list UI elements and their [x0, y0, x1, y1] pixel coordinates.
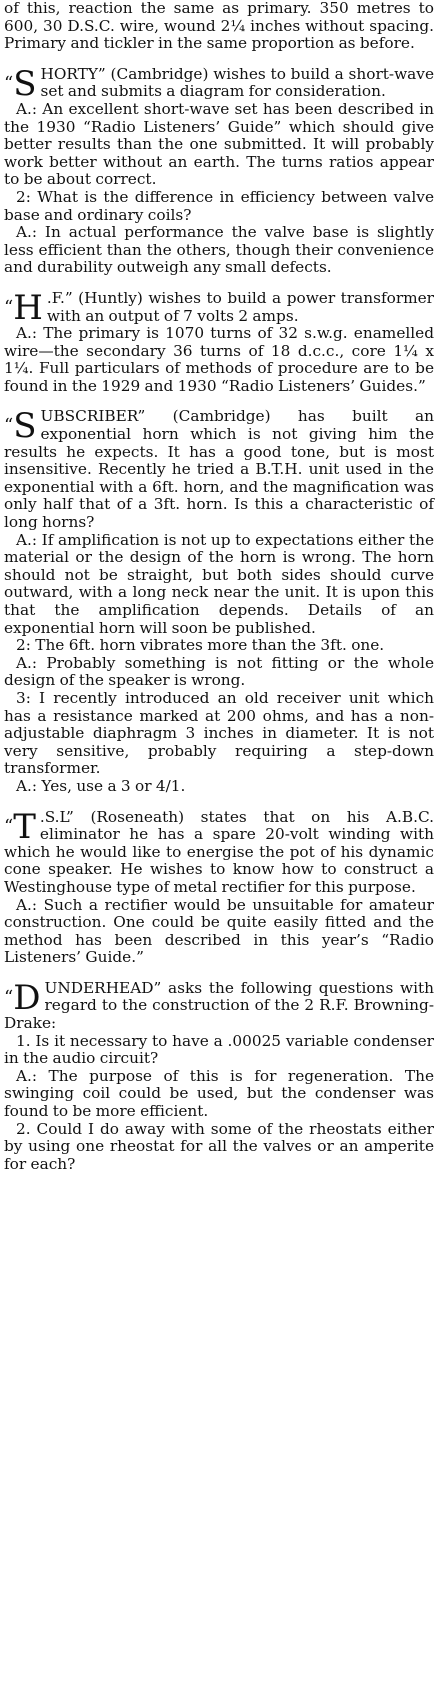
drop-cap-quote: “ — [4, 296, 14, 318]
letter-paragraph — [4, 1068, 434, 1121]
paragraph-text: A.: In actual performance the valve base is slightly less efficient than the others, though their convenience and durability outweigh any small defects. — [4, 223, 434, 277]
letter-paragraph — [4, 101, 434, 189]
paragraph-text: A.: The primary is 1070 turns of 32 s.w.g. enamelled wire—the secondary 36 turns of 18 d.c.c., core 1¼ x 1¼. Full particulars of methods of procedure are to be found in the 1929 and 1930 “Radio Listeners’ Guides.” — [4, 324, 434, 395]
paragraph-text: A.: An excellent short-wave set has been described in the 1930 “Radio Listeners’ Guide” which should give better results than the one submitted. It will probably work better without an earth. The turns ratios appear to be about correct. — [4, 99, 434, 189]
letter-paragraph — [4, 1121, 434, 1174]
drop-cap-quote: “ — [4, 72, 14, 94]
drop-cap-letter: T — [13, 806, 36, 847]
drop-cap-quote: “ — [4, 415, 14, 437]
drop-cap-quote: “ — [4, 815, 14, 837]
letter-tsl — [4, 806, 434, 967]
drop-cap-letter: S — [13, 406, 37, 447]
letter-paragraph — [4, 1033, 434, 1068]
letter-paragraph — [4, 325, 434, 395]
letter-opening — [4, 0, 434, 53]
drop-cap-quote: “ — [4, 986, 14, 1008]
drop-cap — [4, 63, 37, 104]
paragraph-text: 2: What is the difference in efficiency between valve base and ordinary coils? — [4, 187, 434, 224]
paragraph-text: (Huntly) wishes to build a power transformer with an output of 7 volts 2 amps. — [46, 288, 434, 325]
correspondent-name: HORTY” — [40, 64, 106, 83]
letter-paragraph — [4, 224, 434, 277]
letter-paragraph — [4, 655, 434, 690]
drop-cap — [4, 977, 41, 1018]
drop-cap — [4, 406, 37, 447]
drop-cap — [4, 806, 36, 847]
paragraph-text: asks the following questions with regard to the construction of the 2 R.F. Browning-Drake: — [4, 978, 434, 1033]
paragraph-text: of this, reaction the same as primary. 350 metres to 600, 30 D.S.C. wire, wound 2¼ inches without spacing. Primary and tickler in the same proportion as before. — [4, 0, 434, 53]
correspondent-name: UNDERHEAD” — [44, 978, 162, 997]
letter-opening — [4, 977, 434, 1033]
letter-hf — [4, 287, 434, 396]
letter-paragraph — [4, 189, 434, 224]
paragraph-text: 2. Could I do away with some of the rheostats either by using one rheostat for all the valves or an amperite for each? — [4, 1119, 434, 1173]
correspondence-column — [4, 0, 434, 1173]
paragraph-text: A.: Probably something is not fitting or the whole design of the speaker is wrong. — [4, 653, 434, 690]
correspondent-name: .S.L” — [39, 807, 74, 826]
paragraph-text: 3: I recently introduced an old receiver unit which has a resistance marked at 200 ohms, and has a non-adjustable diaphragm 3 inches in diameter. It is not very sensitive, probably requiring a step-down transformer. — [4, 688, 434, 778]
letter-paragraph — [4, 637, 434, 655]
letter-paragraph — [4, 897, 434, 967]
paragraph-text: (Cambridge) wishes to build a short-wave set and submits a diagram for consideration. — [40, 64, 434, 101]
paragraph-text: (Cambridge) has built an exponential horn which is not giving him the results he expects. It has a good tone, but is most insensitive. Recently he tried a B.T.H. unit used in the exponential with a 6ft. horn, and the magnification was only half that of a 3ft. horn. Is this a characteristic of long horns? — [4, 407, 434, 532]
letter-paragraph — [4, 532, 434, 638]
paragraph-text: A.: If amplification is not up to expectations either the material or the design of the horn is wrong. The horn should not be straight, but both sides should curve outward, with a long neck near the unit. It is upon this that the amplification depends. Details of an exponential horn will soon be published. — [4, 530, 434, 637]
paragraph-text: 1. Is it necessary to have a .00025 variable condenser in the audio circuit? — [4, 1031, 434, 1068]
paragraph-text: A.: Yes, use a 3 or 4/1. — [16, 776, 186, 795]
drop-cap-letter: H — [13, 287, 43, 328]
letter-opening — [4, 63, 434, 104]
paragraph-text: A.: Such a rectifier would be unsuitable for amateur construction. One could be quite easily fitted and the method has been described in this year’s “Radio Listeners’ Guide.” — [4, 895, 434, 967]
letter-opening — [4, 287, 434, 328]
correspondent-name: UBSCRIBER” — [40, 407, 146, 426]
drop-cap — [4, 287, 43, 328]
letter-opening — [4, 408, 434, 531]
letter-shorty — [4, 63, 434, 277]
letter-subscriber — [4, 408, 434, 795]
letter-continuation — [4, 0, 434, 53]
letter-paragraph — [4, 778, 434, 796]
letter-opening — [4, 806, 434, 897]
drop-cap-letter: D — [13, 977, 41, 1018]
paragraph-text: A.: The purpose of this is for regeneration. The swinging coil could be used, but the condenser was found to be more efficient. — [4, 1066, 434, 1121]
drop-cap-letter: S — [13, 63, 37, 104]
letter-dunderhead — [4, 977, 434, 1174]
letter-paragraph — [4, 690, 434, 778]
correspondent-name: .F.” — [46, 288, 73, 307]
paragraph-text: 2: The 6ft. horn vibrates more than the 3ft. one. — [16, 636, 385, 655]
paragraph-text: (Roseneath) states that on his A.B.C. eliminator he has a spare 20-volt winding with which he would like to energise the pot of his dynamic cone speaker. He wishes to know how to construct a Westinghouse type of metal rectifier for this purpose. — [4, 807, 434, 896]
